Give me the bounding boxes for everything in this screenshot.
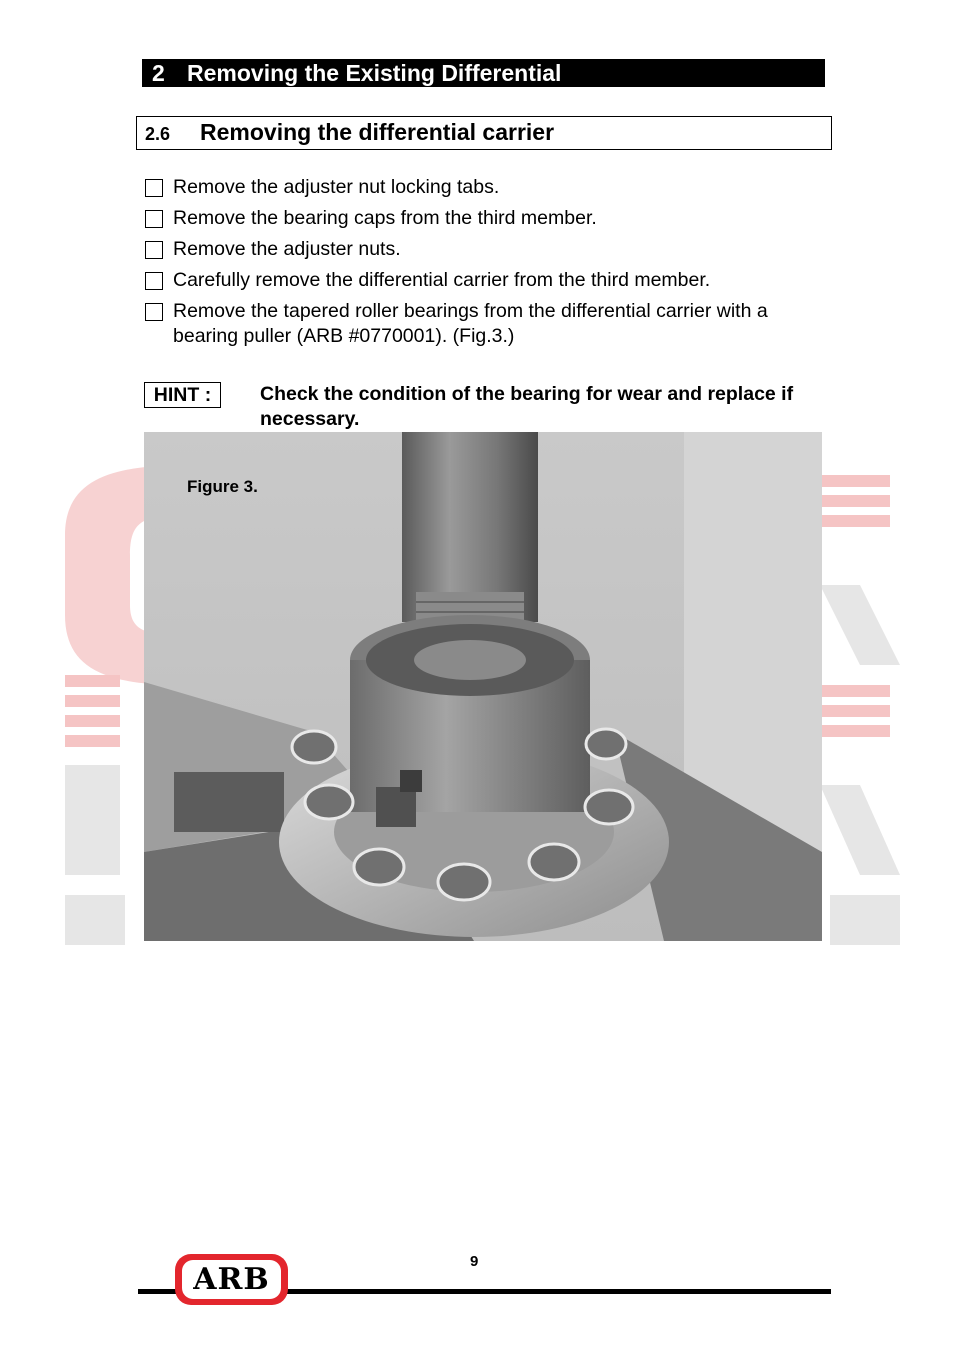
subsection-heading	[136, 116, 832, 150]
step-text: Remove the adjuster nut locking tabs.	[173, 176, 500, 198]
checklist-item	[145, 268, 835, 293]
checkbox-icon	[145, 179, 163, 197]
page-number: 9	[470, 1253, 479, 1270]
step-text: Carefully remove the differential carrier from the third member.	[173, 269, 711, 291]
hint-label: HINT :	[144, 382, 221, 408]
section-number: 2	[152, 60, 165, 86]
step-text: Remove the adjuster nuts.	[173, 238, 401, 260]
subsection-title: Removing the differential carrier	[200, 119, 555, 145]
step-text: Remove the tapered roller bearings from the differential carrier with a bearing puller (ARB #0770001). (Fig.3.)	[173, 300, 768, 347]
step-text: Remove the bearing caps from the third member.	[173, 207, 597, 229]
hint-text: Check the condition of the bearing for wear and replace if necessary.	[260, 383, 794, 430]
figure-caption: Figure 3.	[187, 477, 258, 496]
bearing-puller-photo	[144, 432, 822, 941]
subsection-number: 2.6	[145, 124, 171, 144]
checklist-item	[145, 299, 835, 349]
checkbox-icon	[145, 241, 163, 259]
checklist-item	[145, 237, 835, 262]
section-heading	[142, 59, 825, 87]
arb-logo	[173, 1252, 290, 1307]
checklist-item	[145, 175, 835, 200]
arb-logo-text: ARB	[193, 1262, 270, 1297]
checklist-item	[145, 206, 835, 231]
section-title: Removing the Existing Differential	[187, 60, 562, 86]
step-checklist	[145, 175, 835, 349]
checkbox-icon	[145, 210, 163, 228]
checkbox-icon	[145, 303, 163, 321]
checkbox-icon	[145, 272, 163, 290]
